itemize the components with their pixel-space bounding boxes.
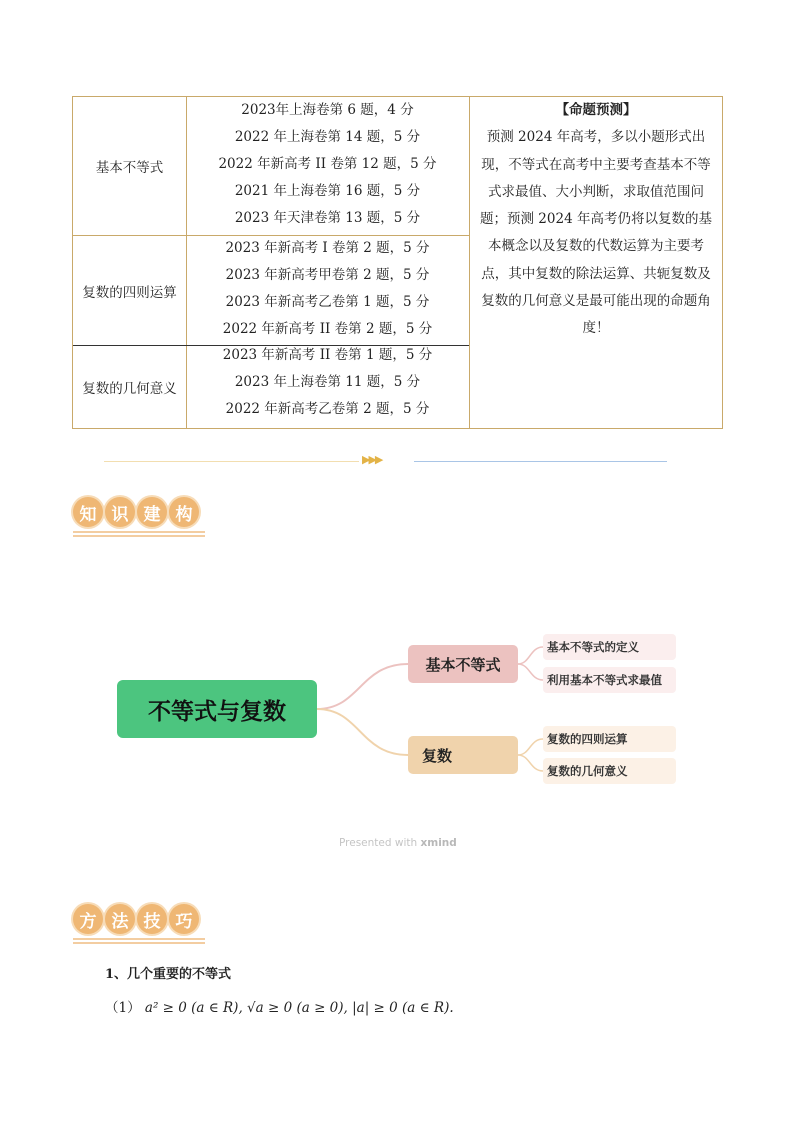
section-char: 法	[105, 904, 135, 934]
table-category: 复数的四则运算	[82, 284, 177, 301]
method-heading: 1、几个重要的不等式	[105, 967, 232, 982]
divider-arrows-icon: ▶▶▶	[362, 453, 382, 466]
exam-item: 2022 年新高考乙卷第 2 题，5 分	[225, 401, 430, 417]
exam-item: 2022 年新高考 II 卷第 2 题，5 分	[222, 321, 433, 337]
table-category: 复数的几何意义	[82, 381, 177, 397]
table-category: 基本不等式	[95, 160, 164, 176]
watermark-prefix: Presented with	[339, 837, 418, 849]
section-methods-header	[73, 904, 201, 934]
section-char: 构	[169, 497, 199, 527]
exam-item: 2023 年上海卷第 11 题，5 分	[234, 374, 421, 390]
section-char: 知	[73, 497, 103, 527]
section-char: 巧	[169, 904, 199, 934]
mindmap-leaf: 复数的几何意义	[543, 758, 676, 784]
method-formula-line	[105, 996, 454, 1016]
formula-number: （1）	[105, 1000, 141, 1016]
exam-item: 2023 年天津卷第 13 题，5 分	[234, 210, 421, 226]
mindmap-branch-inequality: 基本不等式	[408, 645, 518, 683]
section-underline	[73, 938, 205, 940]
prediction-text: 预测 2024 年高考，多以小题形式出现，不等式在高考中主要考查基本不等式求最值、大小判断，求取值范围问题；预测 2024 年高考仍将以复数的基本概念以及复数的代数运算为主要考点，其中复数的除法运算、共轭复数及复数的几何意义是最可能出现的命题角度！	[480, 129, 712, 337]
formula: a² ≥ 0 (a ∈ R), √a ≥ 0 (a ≥ 0), |a| ≥ 0 (a ∈ R).	[144, 1000, 454, 1016]
exam-item: 2023年上海卷第 6 题，4 分	[241, 102, 414, 118]
mindmap-leaf: 利用基本不等式求最值	[543, 667, 676, 693]
section-char: 识	[105, 497, 135, 527]
exam-item: 2023 年新高考甲卷第 2 题，5 分	[225, 267, 430, 283]
section-char: 技	[137, 904, 167, 934]
mindmap-root: 不等式与复数	[117, 680, 317, 738]
mindmap-branch-complex: 复数	[408, 736, 518, 774]
section-char: 建	[137, 497, 167, 527]
exam-item: 2023 年新高考乙卷第 1 题，5 分	[225, 294, 430, 310]
mindmap-leaf: 基本不等式的定义	[543, 634, 676, 660]
exam-item: 2022 年上海卷第 14 题，5 分	[234, 129, 421, 145]
exam-item: 2023 年新高考 I 卷第 2 题，5 分	[225, 240, 430, 256]
exam-item: 2022 年新高考 II 卷第 12 题，5 分	[218, 156, 437, 172]
prediction-title: 【命题预测】	[555, 102, 637, 118]
xmind-logo: xmind	[420, 837, 457, 849]
mindmap-leaf: 复数的四则运算	[543, 726, 676, 752]
section-underline	[73, 942, 205, 944]
section-char: 方	[73, 904, 103, 934]
exam-item: 2021 年上海卷第 16 题，5 分	[234, 183, 421, 199]
xmind-watermark	[339, 837, 457, 849]
exam-item: 2023 年新高考 II 卷第 1 题，5 分	[222, 347, 433, 363]
